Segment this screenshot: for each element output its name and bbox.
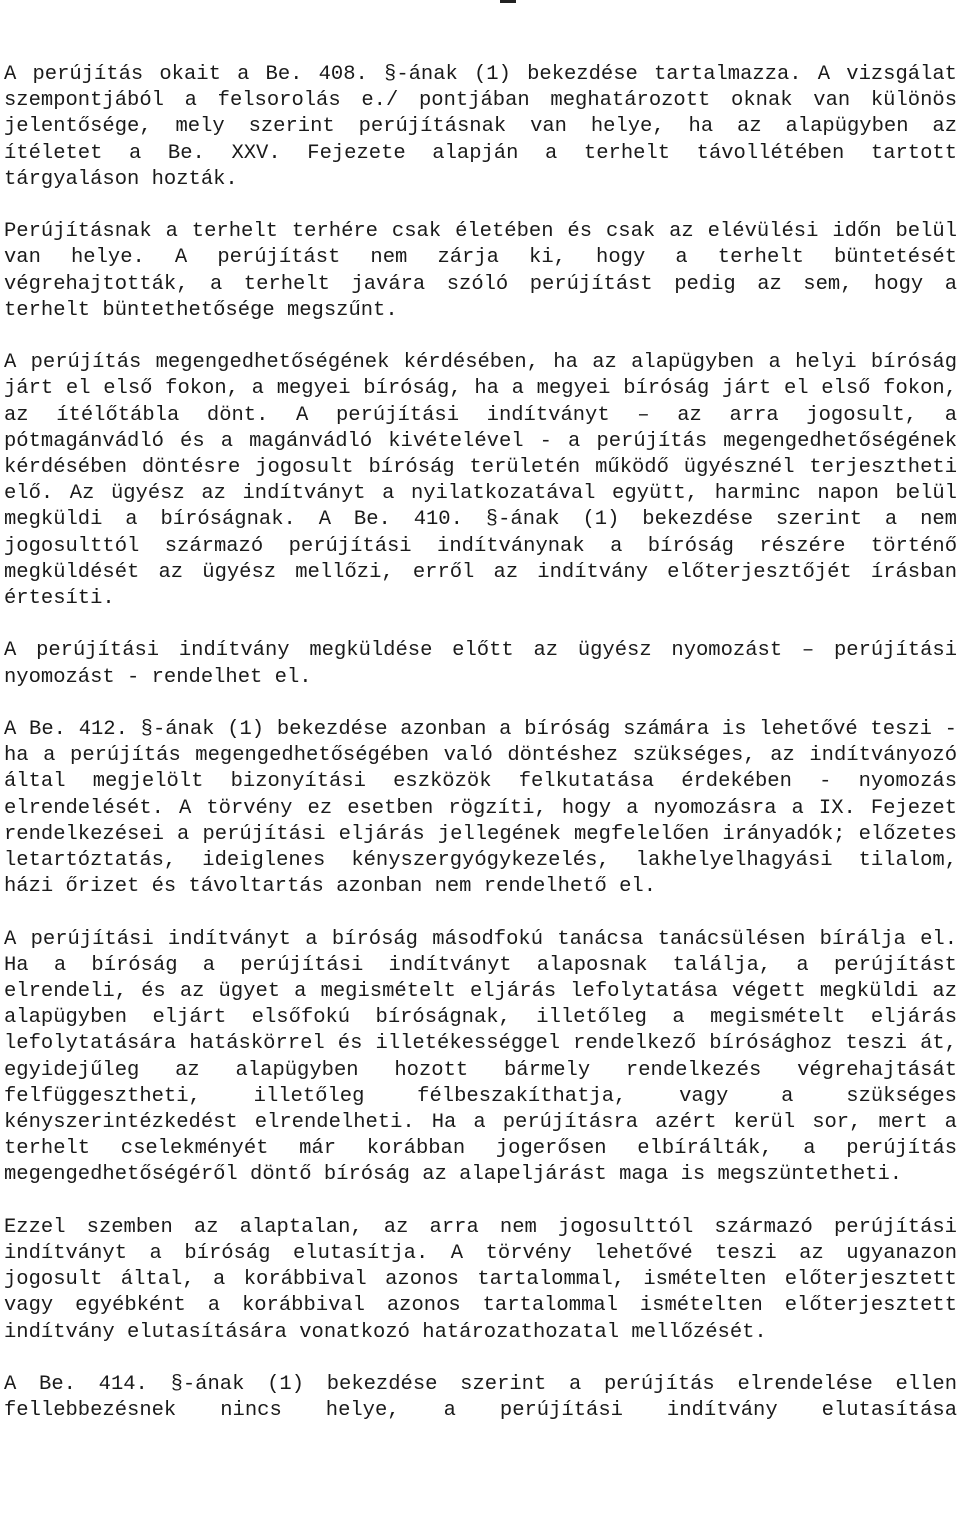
paragraph-retrial-conditions: Perújításnak a terhelt terhére csak életében és csak az elévülési időn belül van helye. A perújítást nem zárja ki, hogy a terhelt büntetését végrehajtották, a terhelt javára szóló perújítást pedig az sem, hogy a terhelt büntethetősége megszűnt. xyxy=(4,220,957,322)
paragraph-second-instance-decision: A perújítási indítványt a bíróság másodfokú tanácsa tanácsülésen bírálja el. Ha a bíróság a perújítási indítványt alaposnak találja, a perújítást elrendeli, és az ügyet a megismételt eljárás lefolytatása végett megküldi az alapügyben eljárt elsőfokú bíróságnak, illetőleg a megismételt eljárás lefolytatására hatáskörrel és illetékességgel rendelkező bírósághoz teszi át, egyidejűleg az alapügyben hozott bármely rendelkezés végrehajtását felfüggesztheti, illetőleg félbeszakíthatja, vagy a szükséges kényszerintézkedést elrendelheti. Ha a perújításra azért kerül sor, mert a terhelt cselekményét már korábban jogerősen elbírálták, a perújítás megengedhetőségéről döntő bíróság az alapeljárást maga is megszüntetheti. xyxy=(4,927,957,1187)
paragraph-admissibility-court: A perújítás megengedhetőségének kérdésében, ha az alapügyben a helyi bíróság járt el első fokon, a megyei bíróság, ha a megyei bíróság járt el első fokon, az ítélőtábla dönt. A perújítási indítványt – az arra jogosult, a pótmagánvádló és a magánvádló kivételével - a perújítás megengedhetőségének kérdésében döntésre jogosult bíróság területén működő ügyésznél terjesztheti elő. Az ügyész az indítványt a nyilatkozatával együtt, harminc napon belül megküldi a bíróságnak. A Be. 410. §-ának (1) bekezdése szerint a nem jogosulttól származó perújítási indítványnak a bíróság részére történő megküldését az ügyész mellőzi, erről az indítvány előterjesztőjét írásban értesíti. xyxy=(4,351,957,611)
page-number-mark xyxy=(500,0,516,3)
paragraph-appeal: A Be. 414. §-ának (1) bekezdése szerint a perújítás elrendelése ellen fellebbezésnek nincs helye, a perújítási indítvány elutasítása xyxy=(4,1373,957,1423)
paragraph-rejection: Ezzel szemben az alaptalan, az arra nem jogosulttól származó perújítási indítványt a bíróság elutasítja. A törvény lehetővé teszi az ugyanazon jogosult által, a korábbival azonos tartalommal, ismételten előterjesztett vagy egyébként a korábbival azonos tartalommal ismételten előterjesztett indítvány elutasítására vonatkozó határozathozatal mellőzését. xyxy=(4,1215,957,1344)
document-body xyxy=(4,62,957,1424)
paragraph-prosecutor-investigation: A perújítási indítvány megküldése előtt az ügyész nyomozást – perújítási nyomozást - rendelhet el. xyxy=(4,639,957,689)
paragraph-court-investigation: A Be. 412. §-ának (1) bekezdése azonban a bíróság számára is lehetővé teszi - ha a perújítás megengedhetőségében való döntéshez szükséges, az indítványozó által megjelölt bizonyítási eszközök felkutatása érdekében - nyomozás elrendelését. A törvény ez esetben rögzíti, hogy a nyomozásra a IX. Fejezet rendelkezései a perújítási eljárás jellegének megfelelően irányadók; előzetes letartóztatás, ideiglenes kényszergyógykezelés, lakhelyelhagyási tilalom, házi őrizet és távoltartás azonban nem rendelhető el. xyxy=(4,718,957,899)
paragraph-retrial-grounds: A perújítás okait a Be. 408. §-ának (1) bekezdése tartalmazza. A vizsgálat szempontjából a felsorolás e./ pontjában meghatározott oknak van különös jelentősége, mely szerint perújításnak van helye, ha az alapügyben az ítéletet a Be. XXV. Fejezete alapján a terhelt távollétében tartott tárgyaláson hozták. xyxy=(4,63,957,191)
